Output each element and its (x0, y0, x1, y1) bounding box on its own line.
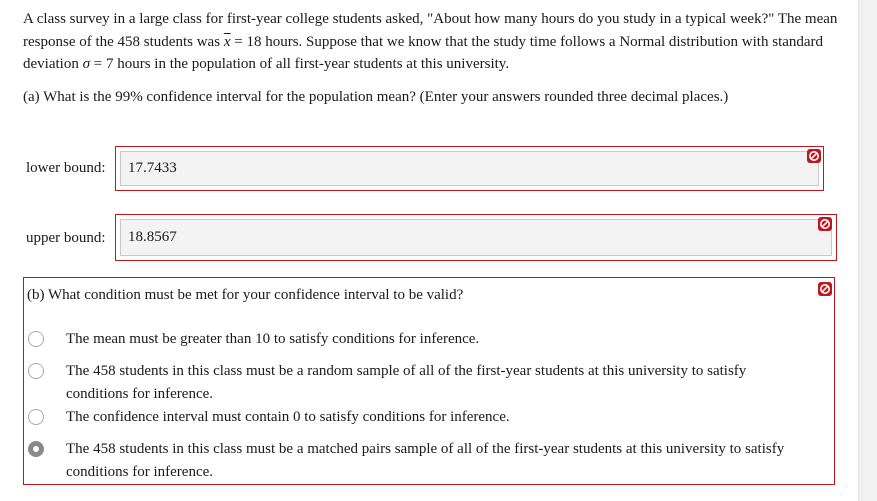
upper-bound-input[interactable]: 18.8567 (120, 219, 832, 256)
option-2-text: The 458 students in this class must be a random sample of all of the first-year students at this university to satisfy conditions for inference. (66, 363, 747, 402)
part-a-prompt: (a) What is the 99% confidence interval for the population mean? (Enter your answers rounded three decimal places.) (23, 89, 729, 105)
option-4-text: The 458 students in this class must be a matched pairs sample of all of the first-year students at this university to satisfy conditions for inference. (66, 441, 785, 480)
option-1-text: The mean must be greater than 10 to satisfy conditions for inference. (66, 331, 480, 347)
part-b-box (23, 277, 835, 485)
option-1-radio[interactable] (28, 331, 44, 347)
upper-bound-wrong-icon (818, 217, 832, 231)
option-2-radio[interactable] (28, 363, 44, 379)
upper-bound-row (26, 215, 116, 261)
option-4-radio[interactable] (28, 441, 44, 457)
question-intro-part2: = 18 hours. Suppose that we know that the study time follows a Normal distribution with standard deviation (23, 33, 824, 72)
question-intro-part3: = 7 hours in the population of all first-year students at this university. (89, 56, 510, 72)
scrollbar[interactable] (858, 0, 877, 501)
lower-bound-wrong-icon (807, 149, 821, 163)
option-3-radio[interactable] (28, 409, 44, 425)
lower-bound-label: lower bound: (26, 159, 106, 176)
part-b-prompt: (b) What condition must be met for your confidence interval to be valid? (27, 287, 464, 303)
lower-bound-input[interactable]: 17.7433 (120, 151, 819, 186)
upper-bound-label: upper bound: (26, 229, 106, 246)
xbar-symbol: $\overline{x}$ (223, 33, 231, 50)
question-text (23, 8, 853, 76)
option-3-text: The confidence interval must contain 0 to satisfy conditions for inference. (66, 409, 510, 425)
question-intro-part1: A class survey in a large class for first-year college students asked, "About how many hours do you study in a typical week?" The mean response of the 458 students was (23, 11, 838, 50)
lower-bound-answer-box (115, 146, 824, 191)
lower-bound-row (26, 145, 116, 191)
upper-bound-answer-box (115, 214, 837, 261)
part-b-wrong-icon (818, 282, 832, 296)
sigma-symbol: σ (82, 56, 90, 72)
